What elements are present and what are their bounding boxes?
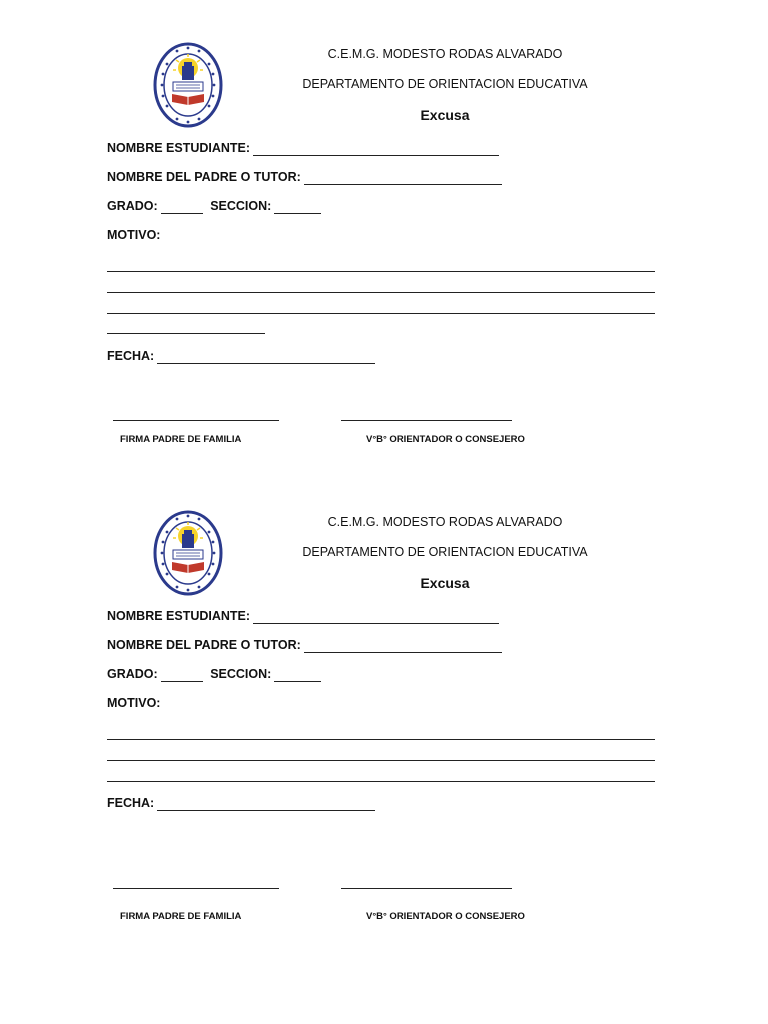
- parent-name-field: [107, 637, 502, 653]
- department-name: DEPARTAMENTO DE ORIENTACION EDUCATIVA: [302, 77, 588, 91]
- counselor-signature-label: V°B° ORIENTADOR O CONSEJERO: [366, 911, 525, 922]
- parent-name-label: NOMBRE DEL PADRE O TUTOR:: [107, 170, 301, 184]
- section-label: SECCION:: [210, 667, 272, 681]
- school-name: C.E.M.G. MODESTO RODAS ALVARADO: [327, 47, 563, 61]
- form-title: Excusa: [420, 107, 470, 123]
- reason-label: MOTIVO:: [107, 228, 161, 242]
- reason-line[interactable]: [107, 739, 655, 740]
- section-blank[interactable]: [274, 201, 321, 214]
- parent-signature-line[interactable]: [113, 420, 279, 421]
- section-blank[interactable]: [274, 669, 321, 682]
- student-name-field: [107, 608, 499, 624]
- counselor-signature-label: V°B° ORIENTADOR O CONSEJERO: [366, 434, 525, 445]
- counselor-signature-line[interactable]: [341, 888, 512, 889]
- grade-section-field: [107, 198, 321, 214]
- section-label: SECCION:: [210, 199, 272, 213]
- grade-blank[interactable]: [161, 669, 203, 682]
- date-label: FECHA:: [107, 349, 155, 363]
- student-name-label: NOMBRE ESTUDIANTE:: [107, 141, 251, 155]
- parent-signature-label: FIRMA PADRE DE FAMILIA: [120, 911, 242, 922]
- school-seal-icon: [153, 510, 223, 596]
- reason-line[interactable]: [107, 292, 655, 293]
- excuse-form: [0, 468, 768, 938]
- excuse-form: [0, 0, 768, 470]
- date-blank[interactable]: [157, 798, 375, 811]
- grade-label: GRADO:: [107, 667, 158, 681]
- department-name: DEPARTAMENTO DE ORIENTACION EDUCATIVA: [302, 545, 588, 559]
- parent-signature-label: FIRMA PADRE DE FAMILIA: [120, 434, 242, 445]
- date-field: [107, 795, 375, 811]
- grade-label: GRADO:: [107, 199, 158, 213]
- form-title: Excusa: [420, 575, 470, 591]
- reason-label: MOTIVO:: [107, 696, 161, 710]
- parent-name-blank[interactable]: [304, 640, 502, 653]
- student-name-blank[interactable]: [253, 143, 499, 156]
- date-label: FECHA:: [107, 796, 155, 810]
- student-name-label: NOMBRE ESTUDIANTE:: [107, 609, 251, 623]
- date-field: [107, 348, 375, 364]
- reason-line[interactable]: [107, 760, 655, 761]
- parent-signature-line[interactable]: [113, 888, 279, 889]
- parent-name-blank[interactable]: [304, 172, 502, 185]
- reason-line[interactable]: [107, 313, 655, 314]
- parent-name-label: NOMBRE DEL PADRE O TUTOR:: [107, 638, 301, 652]
- student-name-field: [107, 140, 499, 156]
- date-blank[interactable]: [157, 351, 375, 364]
- reason-line[interactable]: [107, 781, 655, 782]
- student-name-blank[interactable]: [253, 611, 499, 624]
- grade-blank[interactable]: [161, 201, 203, 214]
- counselor-signature-line[interactable]: [341, 420, 512, 421]
- reason-line[interactable]: [107, 333, 265, 334]
- parent-name-field: [107, 169, 502, 185]
- grade-section-field: [107, 666, 321, 682]
- reason-line[interactable]: [107, 271, 655, 272]
- school-seal-icon: [153, 42, 223, 128]
- school-name: C.E.M.G. MODESTO RODAS ALVARADO: [327, 515, 563, 529]
